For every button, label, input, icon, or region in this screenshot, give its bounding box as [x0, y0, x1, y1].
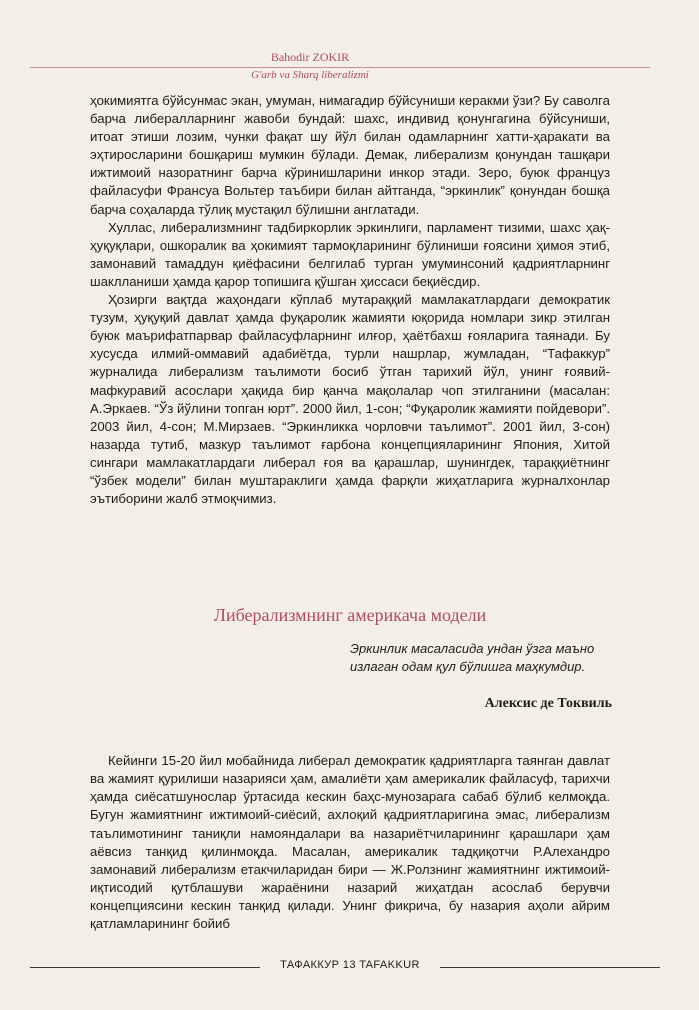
section-text — [90, 739, 610, 946]
header-subtitle: G'arb va Sharq liberalizmi — [251, 69, 369, 81]
main-text — [90, 92, 610, 508]
header-author: Bahodir ZOKIR — [270, 50, 350, 64]
epigraph-author: Алексис де Токвиль — [484, 696, 612, 711]
section-title: Либерализмнинг америкача модели — [213, 605, 487, 625]
epigraph: Эркинлик масаласида ундан ўзга маъно излаган одам қул бўлишга маҳкумдир. — [350, 641, 595, 674]
footer-page-label: ТАФАККУР 13 TAFAKKUR — [280, 959, 420, 971]
page-footer — [0, 959, 699, 979]
footer-rule-right — [440, 967, 660, 968]
paragraph-3: Ҳозирги вақтда жаҳондаги кўплаб мутараққий мамлакатлардаги демократик тузум, ҳуқуқий давлат ҳамда фуқаролик жамияти юқорида номлари зикр этилган буюк маърифатпарвар файласуфларнинг илғор, ҳаётбахш ғояларига таянади. Бу хусусда илмий-оммавий адабиётда, турли нашрлар, жумладан, “Тафаккур” журналида либерализм таълимоти босиб ўтган тарихий йўл, унинг ғоявий-мафкуравий асослари ҳақида бир қанча мақолалар чоп этилганини (масалан: А.Эркаев. “Ўз йўлини топган юрт”. 2000 йил, 1-сон; “Фуқаролик жамияти пойдевори”. 2003 йил, 4-сон; М.Мирзаев. “Эркинликка чорловчи таълимот”. 2001 йил, 3-сон) назарда тутиб, мазкур таълимот ғарбона концепцияларининг Япония, Хитой сингари мамлакатлардаги либерал ғоя ва қарашлар, шунингдек, тараққиётнинг “ўзбек модели” билан муштараклиги ҳамда фарқли жиҳатларига журналхонлар эътиборини жалб этмоқчимиз. — [90, 292, 610, 507]
header-rule — [30, 67, 650, 68]
section-paragraph: Кейинги 15-20 йил мобайнида либерал демократик қадриятларга таянган давлат ва жамият қурилиши назарияси ҳам, амалиёти ҳам америкалик файласуф, тарихчи ҳамда сиёсатшунослар ўртасида кескин баҳс-мунозарага сабаб бўлиб келмоқда. Бугун жамиятнинг ижтимоий-сиёсий, ахлоқий қадриятларигина эмас, либерализм таълимотининг таниқли намояндалари ва назариётчиларининг қарашлари ҳам аёвсиз танқид қилинмоқда. Масалан, америкалик тадқиқотчи Р.Алехандро замонавий либерализм етакчиларидан бири — Ж.Ролзнинг жамиятнинг ижтимоий-иқтисодий қутблашуви жараёнини назарий жиҳатдан асослаб берувчи концепциясини кескин танқид қилади. Унинг фикрича, бу назария аҳоли айрим қатламларининг бойиб — [90, 753, 610, 932]
paragraph-2: Хуллас, либерализмнинг тадбиркорлик эркинлиги, парламент тизими, шахс ҳақ-ҳуқуқлари, ошкоралик ва ҳокимият тармоқларининг бўлиниши ғоясини ҳимоя этиб, замонавий тамаддун қиёфасини белгилаб турган умуминсоний қадриятларнинг шаклланиши ҳамда қарор топишига қўшган ҳиссаси беқиёсдир. — [90, 219, 610, 289]
paragraph-1: ҳокимиятга бўйсунмас экан, умуман, нимагадир бўйсуниши керакми ўзи? Бу саволга барча либералларнинг жавоби бундай: шахс, индивид қонунгагина бўйсуниши, итоат этиши лозим, чунки фақат шу йўл билан одамларнинг хатти-ҳаракати ва эҳтиросларини бошқариш мумкин бўлади. Демак, либерализм қонундан ташқари ижтимоий назоратнинг барча кўринишларини инкор этади. Зеро, буюк француз файласуфи Франсуа Вольтер таъбири билан айтганда, “эркинлик” қонундан бошқа барча соҳаларда тўлиқ мустақил бўлишни англатади. — [90, 93, 610, 217]
footer-rule-left — [30, 967, 260, 968]
